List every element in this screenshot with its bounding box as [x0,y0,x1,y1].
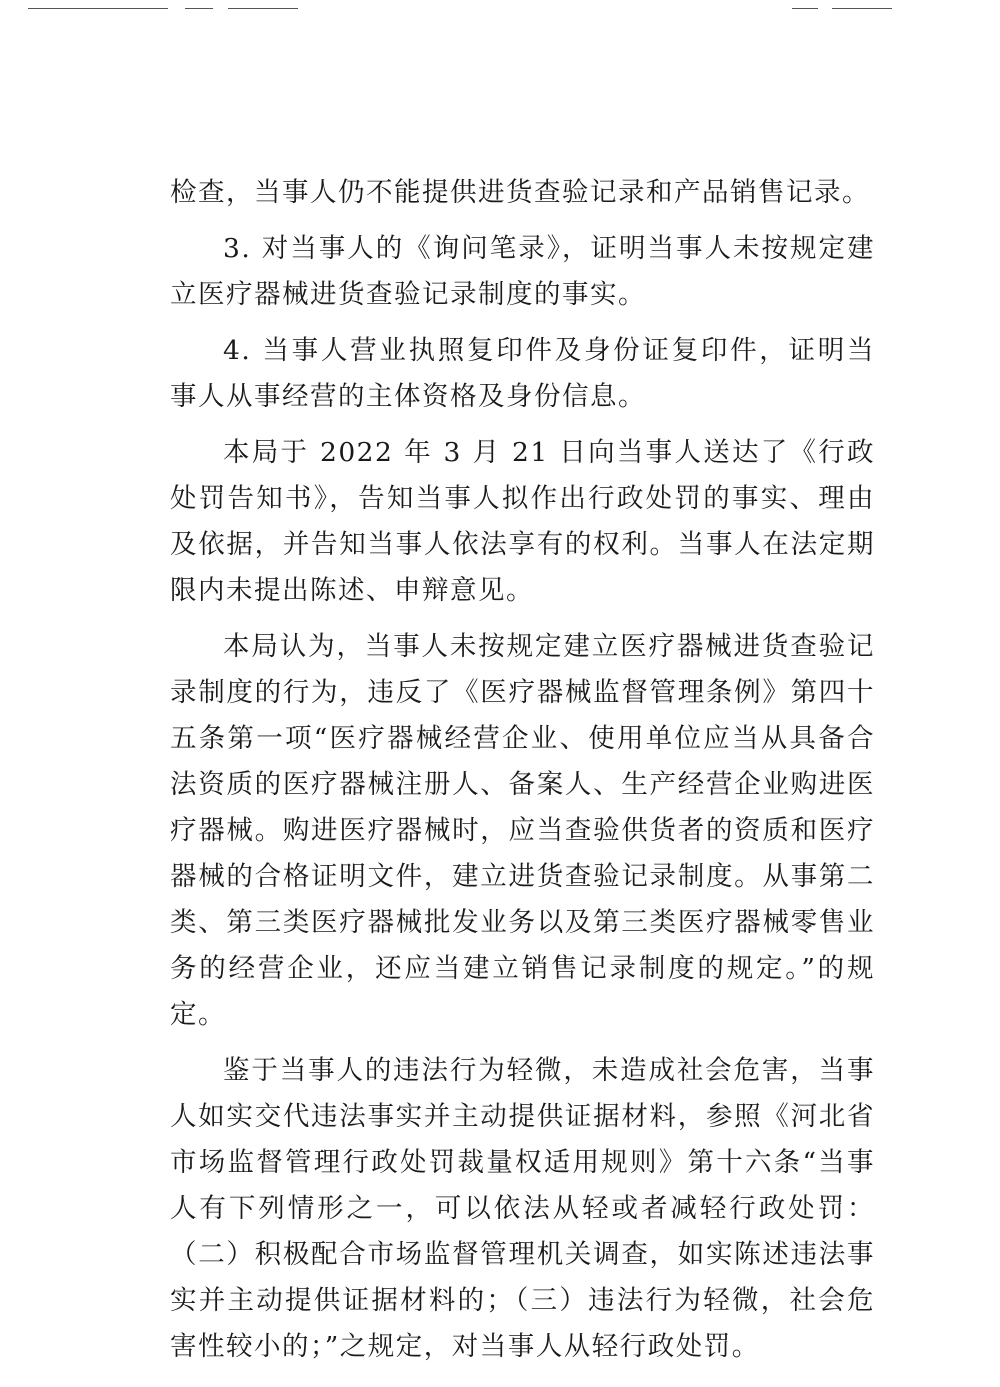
paragraph-evidence-3: 3. 对当事人的《询问笔录》，证明当事人未按规定建立医疗器械进货查验记录制度的事实。 [170,233,875,310]
paragraph-continuation: 检查，当事人仍不能提供进货查验记录和产品销售记录。 [170,177,870,208]
document-body [170,170,875,1380]
scan-edge-line [792,8,818,9]
paragraph-mitigation: 鉴于当事人的违法行为轻微，未造成社会危害，当事人如实交代违法事实并主动提供证据材料，参照《河北省市场监督管理行政处罚裁量权适用规则》第十六条“当事人有下列情形之一，可以依法从轻或者减轻行政处罚：（二）积极配合市场监督管理机关调查，如实陈述违法事实并主动提供证据材料的；（三）违法行为轻微，社会危害性较小的；”之规定，对当事人从轻行政处罚。 [170,1055,875,1362]
scan-edge-line [832,8,892,9]
scan-edge-line [228,8,298,9]
paragraph-finding: 本局认为，当事人未按规定建立医疗器械进货查验记录制度的行为，违反了《医疗器械监督管理条例》第四十五条第一项“医疗器械经营企业、使用单位应当从具备合法资质的医疗器械注册人、备案人、生产经营企业购进医疗器械。购进医疗器械时，应当查验供货者的资质和医疗器械的合格证明文件，建立进货查验记录制度。从事第二类、第三类医疗器械批发业务以及第三类医疗器械零售业务的经营企业，还应当建立销售记录制度的规定。”的规定。 [170,631,875,1030]
paragraph-notice: 本局于 2022 年 3 月 21 日向当事人送达了《行政处罚告知书》，告知当事人拟作出行政处罚的事实、理由及依据，并告知当事人依法享有的权利。当事人在法定期限内未提出陈述、申辩意见。 [170,437,875,606]
scan-edge-line [28,8,168,9]
scan-edge-line [185,8,213,9]
paragraph-evidence-4: 4. 当事人营业执照复印件及身份证复印件，证明当事人从事经营的主体资格及身份信息。 [170,335,875,412]
